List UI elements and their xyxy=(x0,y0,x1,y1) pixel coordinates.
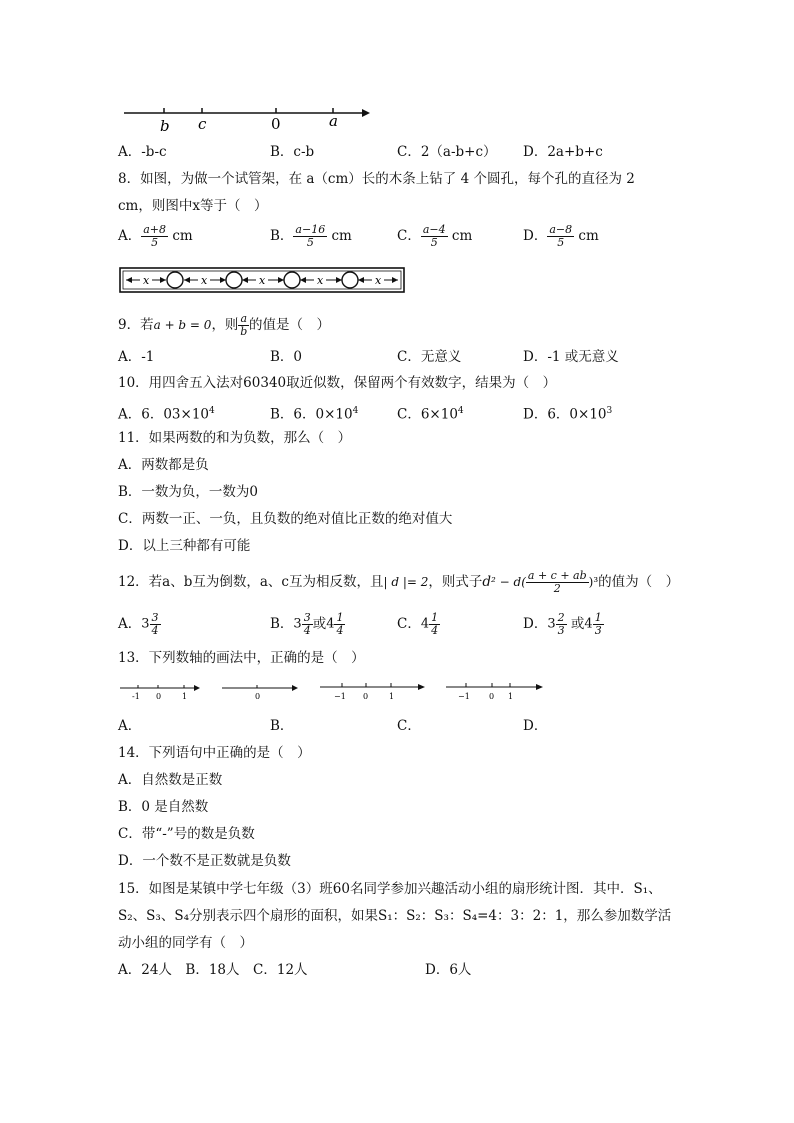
q12-stem: 12．若a、b互为倒数，a、c互为相反数，且| d |= 2，则式子d² − d( $\frac{a + c + ab}{2}$ )³的值为（ ） xyxy=(118,569,680,595)
q14-option-a: A．自然数是正数 xyxy=(118,772,223,788)
q14-stem: 14．下列语句中正确的是（ ） xyxy=(118,745,311,761)
q8-option-b: B． $\frac{a-16}{5}$ cm xyxy=(270,223,352,249)
q9-option-a: A．-1 xyxy=(118,349,155,365)
q15-options-abc: A．24人 B．18人 C．12人 xyxy=(118,962,308,978)
gap-label-4: x xyxy=(317,274,324,287)
q10-option-c: C．$6\times 10^4$ xyxy=(397,406,464,423)
q11-option-d: D．以上三种都有可能 xyxy=(118,538,251,554)
hole-1 xyxy=(167,272,183,288)
q10-option-a: A．6．$03\times 10^4$ xyxy=(118,406,215,423)
number-line-arrow xyxy=(362,109,370,117)
q14-option-d: D．一个数不是正数就是负数 xyxy=(118,853,291,869)
q8-option-c: C． $\frac{a-4}{5}$ cm xyxy=(397,223,473,249)
q13-c-tick-neg1: −1 xyxy=(334,692,346,701)
q8-option-a: A． $\frac{a+8}{5}$ cm xyxy=(118,223,193,249)
q13-c-tick-0: 0 xyxy=(363,692,369,701)
gap-label-3: x xyxy=(259,274,266,287)
q13-a-tick-1: 1 xyxy=(182,692,188,701)
q13-d-tick-1: 1 xyxy=(508,692,514,701)
q13-d-tick-0: 0 xyxy=(489,692,495,701)
q13-option-d: D． xyxy=(523,718,548,734)
q10-stem: 10．用四舍五入法对60340取近似数，保留两个有效数字，结果为（ ） xyxy=(118,375,557,391)
q10-option-d: D．6．$0\times 10^3$ xyxy=(523,406,613,423)
q7-option-c: C．2（a-b+c） xyxy=(397,144,497,160)
hole-2 xyxy=(226,272,242,288)
q13-option-b: B． xyxy=(270,718,294,734)
q7-option-b: B．c-b xyxy=(270,144,315,160)
q13-a-tick-0: 0 xyxy=(156,692,162,701)
q12-option-b: B．3 $\frac{3}{4}$ 或4 $\frac{1}{4}$ xyxy=(270,611,344,637)
q11-stem: 11．如果两数的和为负数，那么（ ） xyxy=(118,430,352,446)
q11-option-c: C．两数一正、一负，且负数的绝对值比正数的绝对值大 xyxy=(118,511,453,527)
q10-option-b: B．6．$0\times 10^4$ xyxy=(270,406,359,423)
q13-axis-c xyxy=(318,678,428,702)
q13-a-tick-neg1: -1 xyxy=(132,692,140,701)
number-line-label-a: a xyxy=(329,112,338,130)
q14-option-c: C．带“-”号的数是负数 xyxy=(118,826,255,842)
number-line-label-0: 0 xyxy=(271,115,281,133)
q13-axis-a xyxy=(118,680,202,702)
q7-option-d: D．2a+b+c xyxy=(523,144,603,160)
q13-c-tick-1: 1 xyxy=(389,692,395,701)
q9-stem: 9．若a + b = 0，则 $\frac{a}{b}$ 的值是（ ） xyxy=(118,312,330,338)
q9-option-d: D．-1 或无意义 xyxy=(523,349,619,365)
q13-b-tick-0: 0 xyxy=(255,692,261,701)
gap-label-5: x xyxy=(375,274,382,287)
q12-option-a: A．3 $\frac{3}{4}$ xyxy=(118,611,159,637)
q15-stem-line1: 15．如图是某镇中学七年级（3）班60名同学参加兴趣活动小组的扇形统计图．其中．S₁、 xyxy=(118,881,662,897)
number-line-figure xyxy=(118,100,378,136)
gap-label-1: x xyxy=(143,274,150,287)
q12-option-c: C．4 $\frac{1}{4}$ xyxy=(397,611,439,637)
q11-option-a: A．两数都是负 xyxy=(118,457,209,473)
q13-d-tick-neg1: −1 xyxy=(458,692,470,701)
q15-option-d: D．6人 xyxy=(425,962,472,978)
q13-axis-d xyxy=(444,678,546,702)
test-tube-rack-figure xyxy=(118,266,408,296)
q14-option-b: B．0 是自然数 xyxy=(118,799,209,815)
number-line-label-c: c xyxy=(198,115,207,133)
q13-stem: 13．下列数轴的画法中，正确的是（ ） xyxy=(118,650,365,666)
q7-option-a: A．-b-c xyxy=(118,144,167,160)
q8-stem-line1: 8．如图，为做一个试管架，在 a（cm）长的木条上钻了 4 个圆孔，每个孔的直径为 2 xyxy=(118,171,635,187)
q13-axis-b xyxy=(220,680,300,702)
q15-stem-line3: 动小组的同学有（ ） xyxy=(118,935,253,951)
hole-4 xyxy=(342,272,358,288)
q9-option-c: C．无意义 xyxy=(397,349,462,365)
q12-option-d: D．3 $\frac{2}{3}$ 或4 $\frac{1}{3}$ xyxy=(523,611,602,637)
q8-option-d: D． $\frac{a-8}{5}$ cm xyxy=(523,223,599,249)
q15-stem-line2: S₂、S₃、S₄分别表示四个扇形的面积，如果S₁：S₂：S₃：S₄=4：3：2：1，那么参加数学活 xyxy=(118,908,672,924)
q9-option-b: B．0 xyxy=(270,349,303,365)
q8-stem-line2: cm，则图中x等于（ ） xyxy=(118,198,268,214)
number-line-label-b: b xyxy=(160,117,170,135)
q13-option-c: C． xyxy=(397,718,421,734)
hole-3 xyxy=(284,272,300,288)
q11-option-b: B．一数为负，一数为0 xyxy=(118,484,259,500)
q13-option-a: A． xyxy=(118,718,142,734)
gap-label-2: x xyxy=(201,274,208,287)
